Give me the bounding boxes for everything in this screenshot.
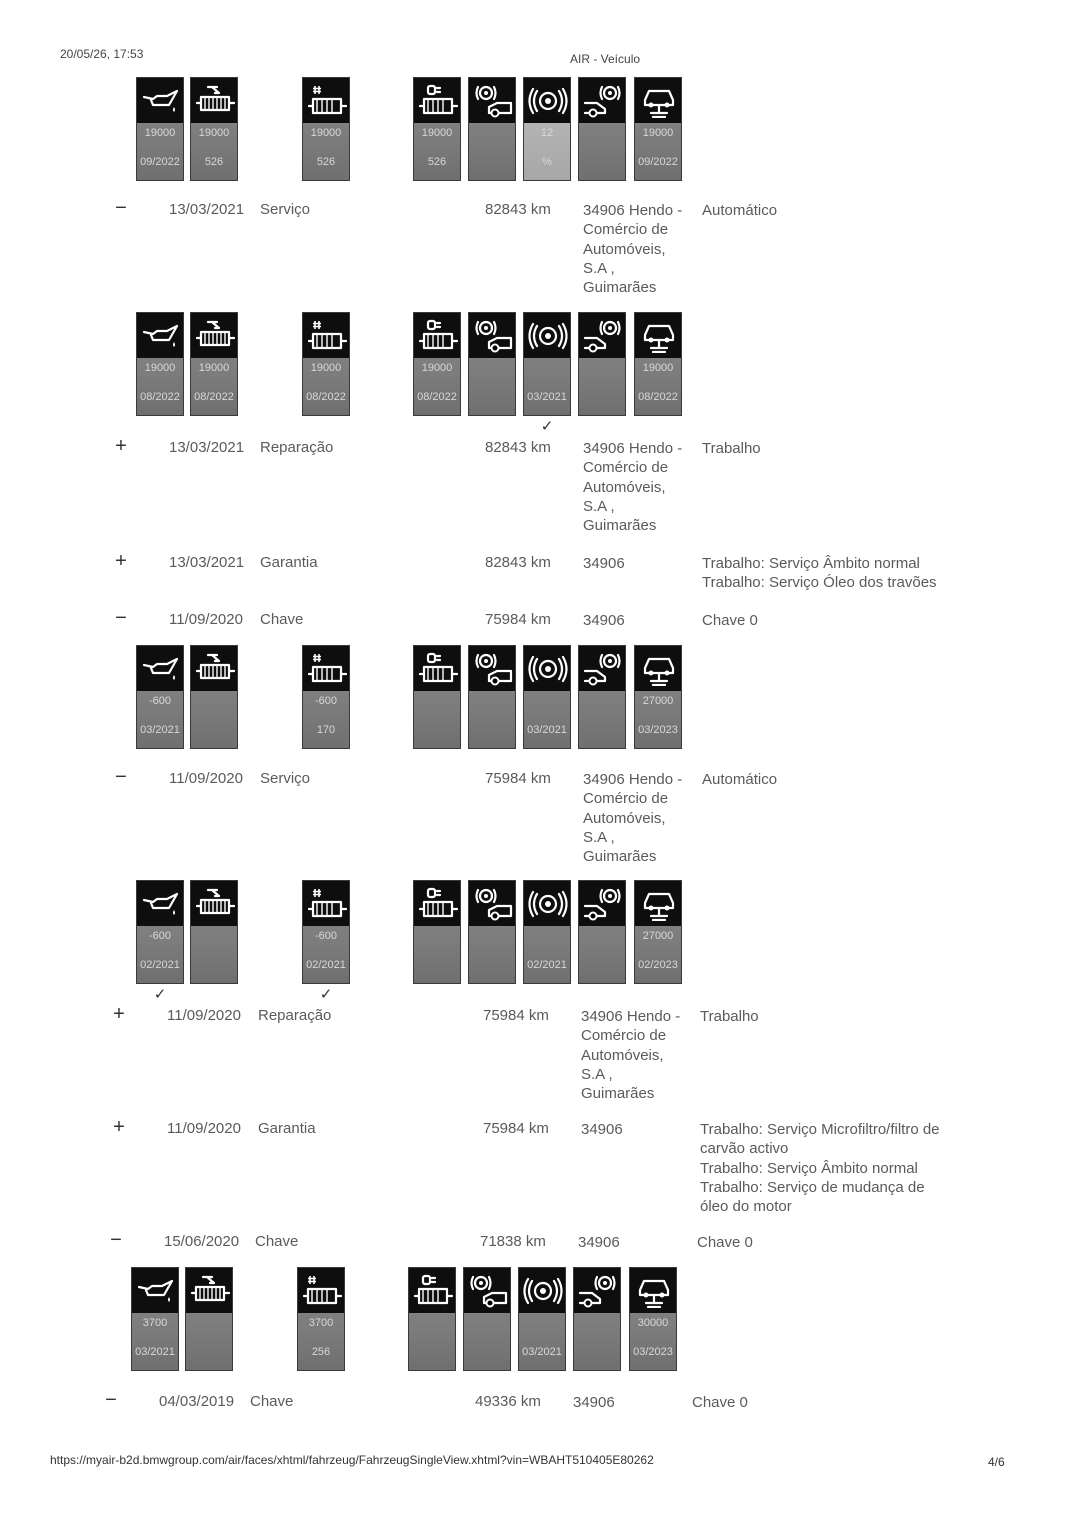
tile-value: 27000 — [642, 695, 674, 707]
row-type: Serviço — [260, 770, 311, 787]
row-mileage: 82843 km — [485, 201, 551, 218]
row-dealer: 34906 — [581, 1121, 623, 1138]
vehicle-check-icon — [630, 1268, 676, 1313]
vehicle-check-icon — [635, 313, 681, 358]
expand-icon[interactable]: + — [115, 435, 127, 457]
row-dealer: 34906 Hendo - Comércio de Automóveis, S.A , Guimarães — [583, 202, 683, 297]
battery-service-icon — [303, 313, 349, 358]
row-date: 11/09/2020 — [169, 770, 243, 787]
tile-date: 03/2023 — [638, 724, 678, 736]
service-tile — [131, 1267, 179, 1371]
service-tile — [136, 312, 184, 416]
row-date: 11/09/2020 — [169, 611, 243, 628]
expand-icon[interactable]: + — [113, 1116, 125, 1138]
tile-date: 526 — [316, 156, 336, 168]
tile-date: 526 — [427, 156, 447, 168]
service-tile — [136, 880, 184, 984]
row-dealer: 34906 — [583, 612, 625, 629]
tile-value: 3700 — [142, 1317, 168, 1329]
tile-date: 08/2022 — [140, 391, 180, 403]
row-date: 13/03/2021 — [169, 439, 245, 456]
row-type: Garantia — [260, 554, 318, 571]
oil-icon — [137, 313, 183, 358]
rear-brakes-icon — [579, 78, 625, 123]
row-mileage: 82843 km — [485, 439, 551, 456]
service-indicator-group — [0, 1267, 695, 1373]
oil-icon — [137, 646, 183, 691]
service-tile — [190, 312, 238, 416]
tile-date: 08/2022 — [638, 391, 678, 403]
service-tile — [578, 77, 626, 181]
service-tile — [413, 77, 461, 181]
tile-value: 12 — [540, 127, 554, 139]
tile-value: 19000 — [310, 127, 342, 139]
tile-date: 08/2022 — [306, 391, 346, 403]
battery-service-icon — [303, 78, 349, 123]
row-description: Chave 0 — [697, 1234, 753, 1251]
row-mileage: 75984 km — [485, 611, 551, 628]
service-tile — [190, 77, 238, 181]
service-tile — [468, 312, 516, 416]
print-timestamp: 20/05/26, 17:53 — [60, 47, 144, 61]
service-tile — [297, 1267, 345, 1371]
row-dealer: 34906 Hendo - Comércio de Automóveis, S.A , Guimarães — [583, 771, 683, 866]
row-mileage: 75984 km — [483, 1007, 549, 1024]
tile-date: 02/2021 — [140, 959, 180, 971]
battery-icon — [414, 313, 460, 358]
tile-value: 19000 — [310, 362, 342, 374]
expand-icon[interactable]: + — [113, 1003, 125, 1025]
row-mileage: 75984 km — [485, 770, 551, 787]
tile-date: 02/2021 — [306, 959, 346, 971]
service-tile — [190, 880, 238, 984]
row-description: Trabalho: Serviço Microfiltro/filtro de carvão activo Trabalho: Serviço Âmbito normal Trabalho: Serviço de mudança de óleo do motor — [700, 1121, 940, 1216]
tile-value: 27000 — [642, 930, 674, 942]
footer-url[interactable]: https://myair-b2d.bmwgroup.com/air/faces/xhtml/fahrzeug/FahrzeugSingleView.xhtml?vin=WBAHT510405E80262 — [50, 1453, 654, 1467]
service-indicator-group — [0, 77, 700, 183]
service-tile — [634, 645, 682, 749]
service-tile — [523, 312, 571, 416]
oil-icon — [132, 1268, 178, 1313]
brake-fluid-icon — [524, 78, 570, 123]
tile-date: 03/2021 — [135, 1346, 175, 1358]
tile-date: 09/2022 — [638, 156, 678, 168]
service-tile — [634, 77, 682, 181]
row-type: Chave — [250, 1393, 294, 1410]
tile-value: 19000 — [421, 362, 453, 374]
collapse-icon[interactable]: − — [115, 607, 127, 629]
tile-date: 08/2022 — [194, 391, 234, 403]
brake-fluid-icon — [524, 881, 570, 926]
service-tile — [413, 312, 461, 416]
oil-icon — [137, 881, 183, 926]
microfilter-icon — [191, 313, 237, 358]
battery-service-icon — [303, 646, 349, 691]
service-indicator-group — [0, 312, 700, 435]
service-tile — [578, 312, 626, 416]
front-brakes-icon — [469, 881, 515, 926]
vehicle-check-icon — [635, 646, 681, 691]
service-tile — [578, 645, 626, 749]
service-indicator-group — [0, 880, 700, 1003]
row-date: 15/06/2020 — [164, 1233, 240, 1250]
tile-value: 19000 — [642, 127, 674, 139]
rear-brakes-icon — [579, 881, 625, 926]
battery-icon — [414, 646, 460, 691]
tile-date: 03/2021 — [522, 1346, 562, 1358]
row-type: Reparação — [258, 1007, 332, 1024]
tile-date: 256 — [311, 1346, 331, 1358]
battery-icon — [409, 1268, 455, 1313]
row-type: Chave — [255, 1233, 299, 1250]
service-tile — [629, 1267, 677, 1371]
tile-date: 526 — [204, 156, 224, 168]
row-mileage: 82843 km — [485, 554, 551, 571]
tile-value: -600 — [148, 695, 172, 707]
row-description: Trabalho — [702, 440, 761, 457]
row-dealer: 34906 — [573, 1394, 615, 1411]
vehicle-check-icon — [635, 881, 681, 926]
service-tile — [468, 77, 516, 181]
tile-value: -600 — [314, 695, 338, 707]
service-tile — [634, 880, 682, 984]
row-date: 11/09/2020 — [167, 1007, 241, 1024]
service-tile — [523, 645, 571, 749]
tile-value: 3700 — [308, 1317, 334, 1329]
service-tile — [136, 77, 184, 181]
microfilter-icon — [191, 78, 237, 123]
tile-date: 03/2021 — [527, 724, 567, 736]
tile-value: 19000 — [198, 127, 230, 139]
battery-service-icon — [303, 881, 349, 926]
tile-date: 170 — [316, 724, 336, 736]
service-tile — [185, 1267, 233, 1371]
vehicle-check-icon — [635, 78, 681, 123]
brake-fluid-icon — [524, 313, 570, 358]
service-tile — [408, 1267, 456, 1371]
brake-fluid-icon — [524, 646, 570, 691]
tile-date: % — [542, 156, 552, 168]
row-mileage: 71838 km — [480, 1233, 546, 1250]
oil-icon — [137, 78, 183, 123]
rear-brakes-icon — [574, 1268, 620, 1313]
collapse-icon[interactable]: − — [110, 1229, 122, 1251]
collapse-icon[interactable]: − — [115, 766, 127, 788]
tile-value: 19000 — [144, 127, 176, 139]
row-dealer: 34906 — [578, 1234, 620, 1251]
service-tile — [136, 645, 184, 749]
battery-service-icon — [298, 1268, 344, 1313]
tile-date: 02/2023 — [638, 959, 678, 971]
microfilter-icon — [191, 646, 237, 691]
front-brakes-icon — [469, 78, 515, 123]
row-description: Chave 0 — [692, 1394, 748, 1411]
row-description: Automático — [702, 202, 778, 219]
row-mileage: 49336 km — [475, 1393, 541, 1410]
service-tile — [413, 880, 461, 984]
row-date: 13/03/2021 — [169, 201, 245, 218]
service-tile — [302, 312, 350, 416]
row-type: Chave — [260, 611, 304, 628]
microfilter-icon — [191, 881, 237, 926]
brake-fluid-icon — [519, 1268, 565, 1313]
row-type: Garantia — [258, 1120, 316, 1137]
check-mark: ✓ — [153, 986, 167, 1003]
battery-icon — [414, 78, 460, 123]
row-date: 13/03/2021 — [169, 554, 245, 571]
service-tile — [413, 645, 461, 749]
tile-value: 30000 — [637, 1317, 669, 1329]
collapse-icon[interactable]: − — [105, 1389, 117, 1411]
service-tile — [634, 312, 682, 416]
check-mark: ✓ — [540, 418, 554, 435]
battery-icon — [414, 881, 460, 926]
tile-value: 19000 — [198, 362, 230, 374]
row-type: Reparação — [260, 439, 334, 456]
row-description: Chave 0 — [702, 612, 758, 629]
page-title: AIR - Veículo — [570, 52, 641, 66]
service-tile — [573, 1267, 621, 1371]
service-tile — [518, 1267, 566, 1371]
row-mileage: 75984 km — [483, 1120, 549, 1137]
collapse-icon[interactable]: − — [115, 197, 127, 219]
service-tile — [302, 77, 350, 181]
service-indicator-group — [0, 645, 700, 751]
microfilter-icon — [186, 1268, 232, 1313]
tile-date: 03/2021 — [527, 391, 567, 403]
rear-brakes-icon — [579, 646, 625, 691]
row-dealer: 34906 Hendo - Comércio de Automóveis, S.A , Guimarães — [581, 1008, 681, 1103]
row-description: Automático — [702, 771, 778, 788]
service-tile — [190, 645, 238, 749]
tile-date: 03/2021 — [140, 724, 180, 736]
tile-date: 09/2022 — [140, 156, 180, 168]
service-tile — [468, 880, 516, 984]
service-tile — [302, 645, 350, 749]
tile-value: 19000 — [144, 362, 176, 374]
row-date: 04/03/2019 — [159, 1393, 235, 1410]
service-tile — [523, 880, 571, 984]
tile-value: 19000 — [421, 127, 453, 139]
row-type: Serviço — [260, 201, 311, 218]
front-brakes-icon — [469, 646, 515, 691]
check-mark: ✓ — [319, 986, 333, 1003]
row-description: Trabalho: Serviço Âmbito normal Trabalho: Serviço Óleo dos travões — [702, 555, 937, 592]
tile-date: 03/2023 — [633, 1346, 673, 1358]
tile-value: -600 — [148, 930, 172, 942]
row-description: Trabalho — [700, 1008, 759, 1025]
service-tile — [523, 77, 571, 181]
expand-icon[interactable]: + — [115, 550, 127, 572]
front-brakes-icon — [464, 1268, 510, 1313]
service-tile — [578, 880, 626, 984]
tile-value: 19000 — [642, 362, 674, 374]
service-tile — [463, 1267, 511, 1371]
service-tile — [468, 645, 516, 749]
tile-date: 02/2021 — [527, 959, 567, 971]
service-tile — [302, 880, 350, 984]
row-dealer: 34906 Hendo - Comércio de Automóveis, S.A , Guimarães — [583, 440, 683, 535]
front-brakes-icon — [469, 313, 515, 358]
row-date: 11/09/2020 — [167, 1120, 241, 1137]
rear-brakes-icon — [579, 313, 625, 358]
row-dealer: 34906 — [583, 555, 625, 572]
tile-date: 08/2022 — [417, 391, 457, 403]
page-number: 4/6 — [988, 1455, 1005, 1469]
tile-value: -600 — [314, 930, 338, 942]
